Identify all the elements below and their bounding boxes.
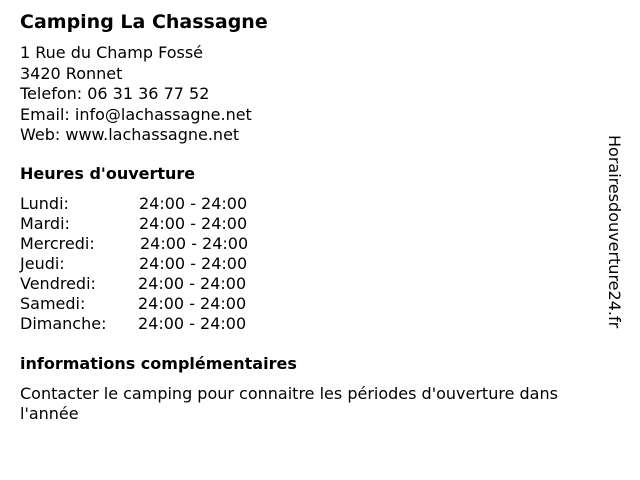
day-label: Jeudi:	[20, 254, 65, 273]
hours-row-wednesday	[20, 234, 320, 254]
business-name: Camping La Chassagne	[20, 11, 268, 33]
day-label: Mercredi:	[20, 234, 95, 253]
hours-row-friday	[20, 274, 320, 294]
day-label: Samedi:	[20, 294, 86, 313]
email-line: Email: info@lachassagne.net	[20, 104, 252, 124]
hours-row-tuesday	[20, 214, 320, 234]
additional-info-heading: informations complémentaires	[20, 354, 297, 373]
phone-line: Telefon: 06 31 36 77 52	[20, 84, 210, 103]
hours-row-sunday	[20, 314, 320, 334]
opening-hours-table	[20, 194, 320, 334]
address-street: 1 Rue du Champ Fossé	[20, 43, 203, 62]
address-city: 3420 Ronnet	[20, 63, 123, 83]
day-label: Lundi:	[20, 194, 69, 213]
additional-info-text: Contacter le camping pour connaitre les périodes d'ouverture dans l'année	[20, 384, 558, 423]
time-range: 24:00 - 24:00	[138, 274, 247, 293]
day-label: Mardi:	[20, 214, 70, 233]
hours-row-saturday	[20, 294, 320, 314]
day-label: Vendredi:	[20, 274, 96, 293]
time-range: 24:00 - 24:00	[138, 314, 247, 333]
time-range: 24:00 - 24:00	[140, 234, 249, 253]
site-watermark: Horairesdouverture24.fr	[605, 135, 624, 329]
time-range: 24:00 - 24:00	[139, 214, 248, 233]
time-range: 24:00 - 24:00	[139, 254, 248, 273]
time-range: 24:00 - 24:00	[138, 294, 247, 313]
hours-row-thursday	[20, 254, 320, 274]
web-line: Web: www.lachassagne.net	[20, 125, 240, 144]
day-label: Dimanche:	[20, 314, 107, 333]
opening-hours-heading: Heures d'ouverture	[20, 164, 196, 183]
hours-row-monday	[20, 194, 320, 214]
time-range: 24:00 - 24:00	[139, 194, 248, 213]
contact-block	[20, 43, 252, 146]
